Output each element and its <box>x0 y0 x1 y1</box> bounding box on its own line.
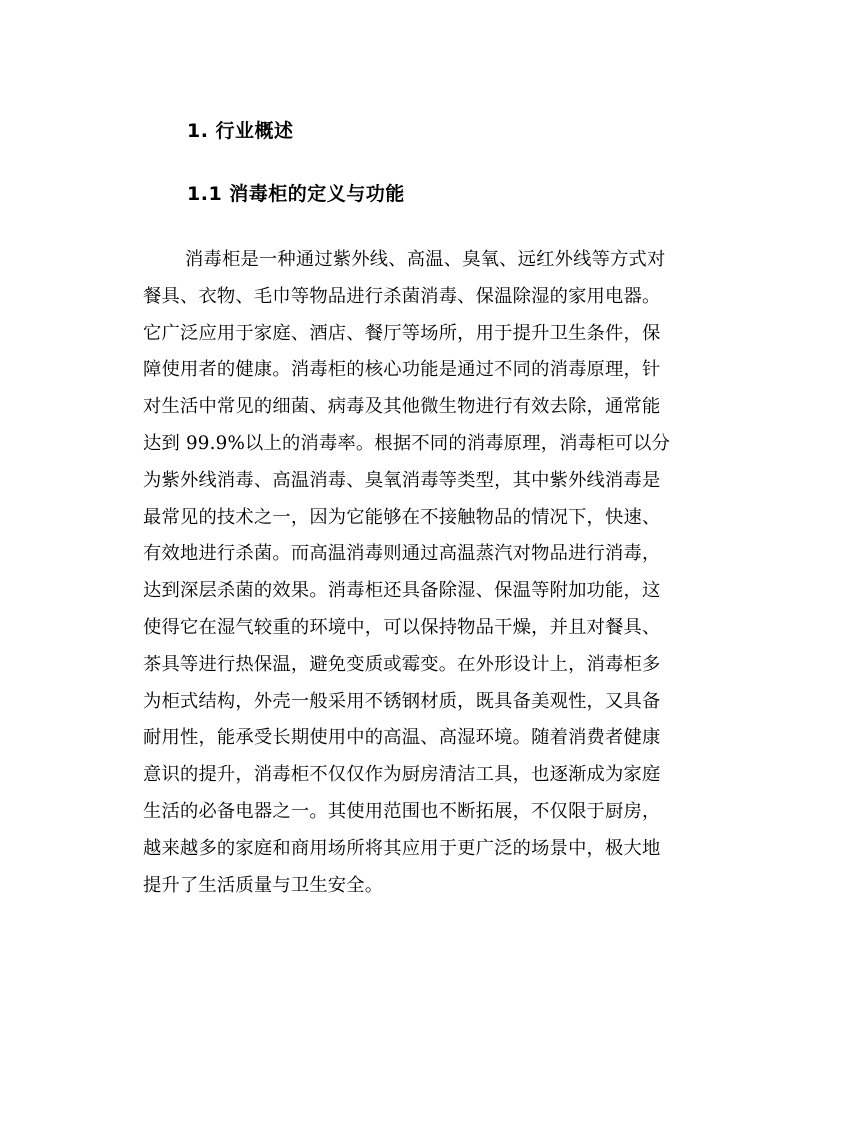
paragraph-line: 使得它在湿气较重的环境中，可以保持物品干燥，并且对餐具、 <box>143 616 661 638</box>
paragraph-line: 为柜式结构，外壳一般采用不锈钢材质，既具备美观性，又具备 <box>143 690 661 712</box>
paragraph-line: 越来越多的家庭和商用场所将其应用于更广泛的场景中，极大地 <box>143 837 661 859</box>
paragraph-line: 障使用者的健康。消毒柜的核心功能是通过不同的消毒原理，针 <box>143 359 661 381</box>
section-heading: 1. 行业概述 <box>187 120 294 142</box>
paragraph-line: 耐用性，能承受长期使用中的高温、高湿环境。随着消费者健康 <box>143 727 661 749</box>
paragraph-line: 餐具、衣物、毛巾等物品进行杀菌消毒、保温除湿的家用电器。 <box>143 285 661 307</box>
paragraph-line: 消毒柜是一种通过紫外线、高温、臭氧、远红外线等方式对 <box>185 249 666 270</box>
paragraph-line: 达到 99.9%以上的消毒率。根据不同的消毒原理，消毒柜可以分 <box>143 432 671 454</box>
paragraph-line: 对生活中常见的细菌、病毒及其他微生物进行有效去除，通常能 <box>143 396 661 418</box>
paragraph-line: 达到深层杀菌的效果。消毒柜还具备除湿、保温等附加功能，这 <box>143 580 661 602</box>
paragraph-line: 有效地进行杀菌。而高温消毒则通过高温蒸汽对物品进行消毒， <box>143 543 661 565</box>
paragraph-line: 提升了生活质量与卫生安全。 <box>143 874 384 896</box>
paragraph-line: 为紫外线消毒、高温消毒、臭氧消毒等类型，其中紫外线消毒是 <box>143 469 661 491</box>
paragraph-line: 最常见的技术之一，因为它能够在不接触物品的情况下，快速、 <box>143 506 661 528</box>
paragraph-line: 它广泛应用于家庭、酒店、餐厅等场所，用于提升卫生条件，保 <box>143 322 661 344</box>
paragraph-line: 茶具等进行热保温，避免变质或霉变。在外形设计上，消毒柜多 <box>143 653 661 675</box>
body-paragraph <box>143 247 703 909</box>
paragraph-line: 生活的必备电器之一。其使用范围也不断拓展，不仅限于厨房， <box>143 800 661 822</box>
paragraph-line: 意识的提升，消毒柜不仅仅作为厨房清洁工具，也逐渐成为家庭 <box>143 764 661 786</box>
subsection-heading: 1.1 消毒柜的定义与功能 <box>187 183 405 205</box>
